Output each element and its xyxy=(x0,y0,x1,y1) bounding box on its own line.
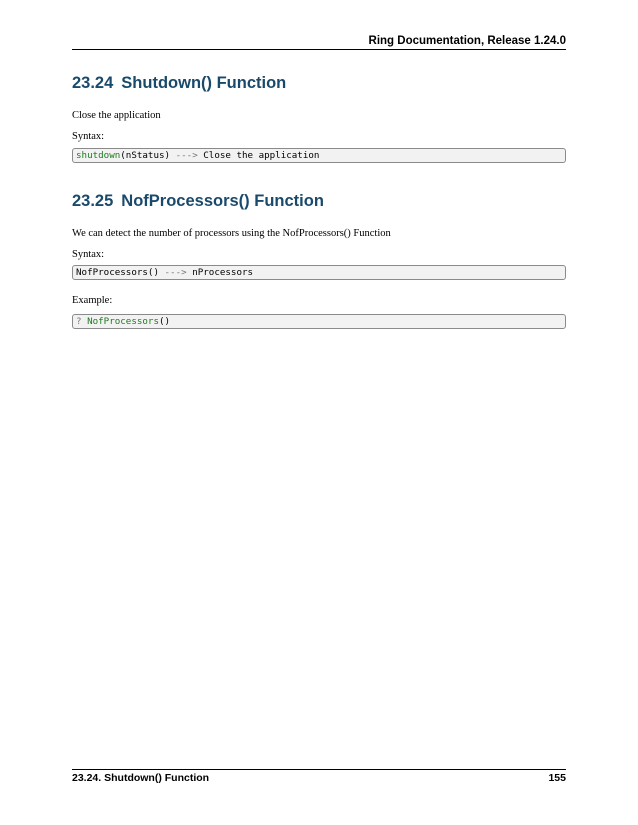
section-title: NofProcessors() Function xyxy=(121,192,324,210)
header-rule xyxy=(72,49,566,50)
section-heading-nofprocessors xyxy=(72,191,324,211)
code-function-name: NofProcessors xyxy=(87,316,159,327)
code-function-name: NofProcessors() xyxy=(76,267,165,278)
nofprocessors-syntax-label: Syntax: xyxy=(72,249,105,260)
footer-section-title: 23.24. Shutdown() Function xyxy=(72,772,210,784)
code-comment: Close the application xyxy=(197,150,320,161)
shutdown-syntax-label: Syntax: xyxy=(72,131,105,142)
nofprocessors-description: We can detect the number of processors using the NofProcessors() Function xyxy=(72,228,391,239)
code-parens: () xyxy=(159,316,171,327)
shutdown-syntax-code-block xyxy=(72,148,566,163)
code-arrow: ---> xyxy=(164,267,187,278)
running-header: Ring Documentation, Release 1.24.0 xyxy=(368,35,566,47)
code-function-name: shutdown xyxy=(76,150,121,161)
shutdown-description: Close the application xyxy=(72,110,161,121)
section-number: 23.24 xyxy=(72,74,114,92)
section-number: 23.25 xyxy=(72,192,114,210)
nofprocessors-example-code-block xyxy=(72,314,566,329)
nofprocessors-example-label: Example: xyxy=(72,295,113,306)
code-print-operator: ? xyxy=(76,316,88,327)
footer-rule xyxy=(72,769,566,770)
code-arrow: ---> xyxy=(175,150,198,161)
page-number: 155 xyxy=(548,772,566,784)
code-result: nProcessors xyxy=(186,267,254,278)
section-title: Shutdown() Function xyxy=(121,74,287,92)
nofprocessors-syntax-code-block xyxy=(72,265,566,280)
section-heading-shutdown xyxy=(72,73,286,93)
code-args: (nStatus) xyxy=(120,150,176,161)
